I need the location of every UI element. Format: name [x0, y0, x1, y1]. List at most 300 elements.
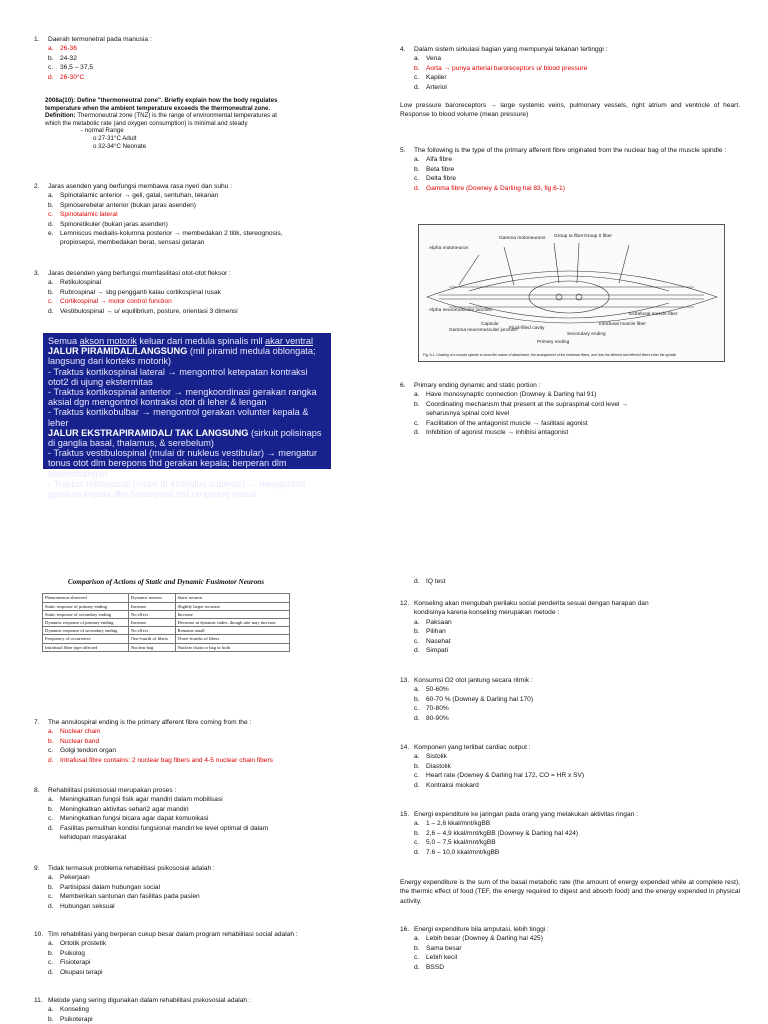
- option-text: BSSD: [426, 963, 444, 971]
- slide-text: akar ventral: [265, 336, 314, 346]
- option-text: Fasilitas pemulihan kondisi fungsional mandiri ke level optimal di dalam: [60, 824, 269, 832]
- table-row: [43, 635, 290, 643]
- question-16: [400, 925, 740, 972]
- table-cell: No effect: [128, 627, 175, 635]
- table-cell: No effect: [128, 610, 175, 618]
- question-2: [34, 182, 374, 248]
- option-letter: d.: [48, 824, 54, 832]
- definition-label: Definition:: [45, 112, 76, 120]
- table-cell: Decrease in dynamic index, though rate may increase: [175, 619, 290, 627]
- option-c: [48, 63, 374, 72]
- table-cell: Frequency of occurrence: [43, 635, 129, 643]
- table-cell: Increase: [128, 602, 175, 610]
- option-text: Nuclear band: [60, 737, 100, 745]
- option-letter: a.: [414, 156, 420, 164]
- option-text: 70-80%: [426, 705, 449, 713]
- label-fluid-cavity: Fluid-filled cavity: [509, 326, 545, 331]
- option-text: Vena: [426, 55, 442, 63]
- option-letter: a.: [48, 45, 54, 53]
- option-text: Paksaan: [426, 618, 452, 626]
- option-c: [414, 419, 740, 428]
- option-d: [48, 73, 374, 82]
- slide-text: - Traktus kortikospinal lateral → mengontrol ketepatan kontraksi otot2 di ujung ekstermitas: [48, 366, 308, 387]
- option-letter: c.: [48, 815, 54, 823]
- option-letter: d.: [414, 83, 420, 91]
- slide-heading: JALUR PIRAMIDAL/LANGSUNG: [48, 346, 188, 357]
- option-a: [48, 795, 384, 804]
- option-text: 7.6 – 10,0 kkal/mnt/kgBB: [426, 848, 500, 856]
- option-letter: c.: [414, 772, 420, 780]
- option-text: Aorta → punya arterial baroreceptors u/ blood pressure: [426, 64, 588, 72]
- option-text: Lemniscus medialis-kolumna posterior → membedakan 2 titik, stereognosis,: [60, 230, 283, 238]
- table-cell: Dynamic response of secondary ending: [43, 627, 129, 635]
- option-letter: c.: [414, 637, 420, 645]
- option-c: [414, 704, 740, 713]
- label-gamma-motoneurons: Gamma motoneurons: [499, 236, 546, 241]
- option-letter: b.: [48, 805, 54, 813]
- column-header: Phenomenon observed: [43, 594, 129, 602]
- option-letter: a.: [414, 820, 420, 828]
- option-text: Meningkatkan fungsi bicara agar dapat komunikasi: [60, 815, 209, 823]
- option-letter: c.: [48, 298, 54, 306]
- option-d: [414, 184, 740, 193]
- energy-expenditure-paragraph: Energy expenditure is the sum of the basal metabolic rate (the amount of energy expended while at complete rest), the thermic effect of food (TEF, the energy required to digest and absorb food) and the energy expended in physical activity.: [400, 879, 740, 905]
- option-c: [48, 958, 384, 967]
- option-b: [414, 400, 740, 409]
- question-text: Konseling akan mengubah perilaku social penderita sesuai dengan harapan dan: [414, 600, 649, 607]
- slide-text: - Traktus tektospinal (mulai dr kolikulus superior) → mengontrol gerakan kepala dlm berespons thd rangsang visual: [48, 478, 306, 500]
- question-13: [400, 676, 740, 723]
- question-number: 12.: [400, 600, 410, 607]
- table-row: [43, 619, 290, 627]
- option-text: 24-32: [60, 54, 77, 62]
- option-d: [414, 428, 740, 437]
- label-gamma-nmj: Gamma neuromuscular junction: [449, 328, 517, 333]
- option-text: Spinotalamic anterior → geli, gatal, sentuhan, tekanan: [60, 192, 219, 200]
- option-a: [414, 618, 740, 627]
- option-text: Partisipasi dalam hubungan social: [60, 883, 161, 891]
- option-d: [414, 83, 740, 92]
- option-b: [48, 201, 374, 210]
- option-text: Konseling: [60, 1006, 89, 1014]
- option-b: [48, 805, 384, 814]
- option-letter: a.: [48, 940, 54, 948]
- option-text: Kontraksi miokard: [426, 781, 479, 789]
- option-c: [414, 174, 740, 183]
- option-c: [414, 637, 740, 646]
- table-row: [43, 610, 290, 618]
- option-b: [48, 737, 384, 746]
- option-text: Psikoterapi: [60, 1015, 93, 1023]
- slide-text: - Traktus kortikobulbar → mengontrol gerakan volunter kepala & leher: [48, 407, 309, 428]
- option-letter: d.: [48, 968, 54, 976]
- option-b: [414, 627, 740, 636]
- option-text: 26-30°C: [60, 73, 85, 81]
- option-b: [414, 695, 740, 704]
- option-text: Arteriol: [426, 83, 447, 91]
- question-number: 9.: [34, 865, 40, 872]
- option-letter: c.: [414, 705, 420, 713]
- slide-line: [48, 428, 326, 448]
- question-5: [400, 146, 740, 193]
- option-c: [414, 73, 740, 82]
- option-text: 50-60%: [426, 686, 449, 694]
- box-definition: [45, 112, 285, 127]
- option-letter: d.: [48, 220, 54, 228]
- option-letter: c.: [414, 175, 420, 183]
- option-text: Gamma fibre (Downey & Darling hal 83, fig.6-1): [426, 184, 565, 192]
- option-text: Hubungan seksual: [60, 902, 115, 910]
- option-text: Pilihan: [426, 628, 446, 636]
- option-letter: a.: [414, 391, 420, 399]
- option-b: [48, 1015, 384, 1024]
- question-6: [400, 381, 740, 437]
- option-text: 2,6 – 4,9 kkal/mnt/kgBB (Downey & Darling hal 424): [426, 829, 579, 837]
- question-number: 13.: [400, 677, 410, 684]
- option-d: [48, 307, 374, 316]
- option-text: Intrafusal fibre contains: 2 nuclear bag fibers and 4-5 nuclear chain fibers: [60, 756, 273, 764]
- slide-line: [48, 346, 326, 366]
- option-a: [414, 819, 740, 828]
- option-text: Pekerjaan: [60, 874, 90, 882]
- option-letter: c.: [48, 747, 54, 755]
- option-d-iq-test: [400, 577, 740, 586]
- option-a: [414, 934, 740, 943]
- question-12: [400, 599, 740, 655]
- question-text: Tim rehabilitasi yang berperan cukup besar dalam program rehabilitasi social adalah :: [48, 931, 298, 938]
- option-letter: d.: [48, 902, 54, 910]
- option-text: Cortikospinal → motor control function: [60, 298, 172, 306]
- option-text: Lebih kecil: [426, 954, 458, 962]
- question-8: [34, 786, 384, 842]
- question-text: The following is the type of the primary afferent fibre originated from the nuclear bag of the muscle spindle :: [414, 147, 727, 154]
- slide-text: akson motorik: [79, 336, 137, 346]
- option-a: [414, 155, 740, 164]
- question-9: [34, 864, 384, 911]
- question-text-continuation: kondisinya karena konseling merupakan metode :: [414, 609, 560, 617]
- option-text: Meningkatkan aktivitas sehari2 agar mandiri: [60, 805, 189, 813]
- option-text: 80-90%: [426, 714, 449, 722]
- option-text: Heart rate (Downey & Darling hal 172, CO = HR x SV): [426, 772, 585, 780]
- question-number: 7.: [34, 719, 40, 726]
- option-text: Sama besar: [426, 944, 462, 952]
- slide-text: (mll piramid medula oblongata; langsung dari korteks motorik): [48, 346, 316, 367]
- option-letter: b.: [414, 165, 420, 173]
- slide-text: keluar dari medula spinalis mll: [136, 336, 266, 346]
- option-letter: a.: [48, 728, 54, 736]
- option-letter: a.: [414, 753, 420, 761]
- option-b: [48, 949, 384, 958]
- fusimotor-comparison-table: [42, 578, 290, 708]
- label-alpha-nmj: Alpha neuromuscular junction: [429, 308, 493, 313]
- option-letter: a.: [48, 279, 54, 287]
- table-cell: Three-fourths of fibers: [175, 635, 290, 643]
- slide-text: - Traktus kortikospinal anterior → mengkoordinasi gerakan rangka aksial dgn mengontrol kontraksi otot di leher & lengan: [48, 387, 317, 408]
- option-b: [48, 883, 384, 892]
- option-letter: d.: [48, 73, 54, 81]
- label-extrafusal: Extrafusal muscle fiber: [629, 312, 678, 317]
- thermoneutral-definition-box: [45, 97, 285, 177]
- option-letter: b.: [414, 64, 420, 72]
- label-intrafusal: Intrafusal muscle fiber: [599, 322, 646, 327]
- option-a: [48, 44, 374, 53]
- option-c: [48, 210, 374, 219]
- option-text: 36,5 – 37,5: [60, 64, 93, 72]
- question-number: 15.: [400, 811, 410, 818]
- figure-caption: Fig. 6-1. Drawing of a muscle spindle to show the nature of attachment, the arrangement of the intrafusal fibers, and how the afferent and efferent fibers enter the spindle.: [423, 353, 678, 357]
- question-number: 14.: [400, 744, 410, 751]
- option-text: 1 – 2,6 kkal/mnt/kgBB: [426, 820, 491, 828]
- question-text: Dalam sistem sirkulasi bagian yang mempunyai tekanan tertinggi :: [414, 46, 608, 53]
- slide-text: - Traktus vestibulospinal (mulai dr nukleus vestibular) → mengatur tonus otot dlm berepons thd gerakan kepala; berperan dlm keseimbangan: [48, 448, 318, 479]
- question-15: [400, 810, 740, 857]
- table-row: [43, 602, 290, 610]
- option-letter: c.: [414, 954, 420, 962]
- option-text: Facilitation of the antagonist muscle → fasilitasi agonist: [426, 419, 588, 427]
- option-text: Fisioterapi: [60, 959, 91, 967]
- option-e: [48, 229, 374, 238]
- option-text: Nuclear chain: [60, 728, 101, 736]
- normal-range: - normal Range: [81, 127, 124, 135]
- option-text: Vestibulospinal → u/ equilibrium, posture, orientasi 3 dimensi: [60, 307, 238, 315]
- box-title: 2008a(10): Define "thermoneutral zone". Briefly explain how the body regulates temperature when the ambient temperature exceeds the thermoneutral zone.: [45, 97, 278, 112]
- option-text: Alfa fibre: [426, 156, 453, 164]
- option-letter: b.: [414, 628, 420, 636]
- option-text: Kapiler: [426, 74, 447, 82]
- option-letter: a.: [48, 796, 54, 804]
- option-letter: b.: [48, 737, 54, 745]
- baroreceptor-note: Low pressure baroreceptors → large systemic veins, pulmonary vessels, right atrium and ventricle of heart. Response to blood volume (mean pressure): [400, 102, 740, 119]
- option-text: 26-36: [60, 45, 77, 53]
- label-group-ia: Group Ia fiber: [554, 234, 584, 239]
- option-letter: b.: [414, 944, 420, 952]
- comparison-table: [42, 593, 290, 651]
- option-letter: a.: [414, 686, 420, 694]
- option-letter: a.: [48, 874, 54, 882]
- label-secondary-ending: Secondary ending: [567, 332, 606, 337]
- option-text: Inhibition of agonist muscle → inhibisi antagonist: [426, 429, 569, 437]
- option-letter: a.: [414, 935, 420, 943]
- muscle-spindle-figure: [418, 224, 725, 362]
- neonate-range: o 32-34°C Neonate: [93, 142, 147, 150]
- option-letter: b.: [48, 288, 54, 296]
- question-text: Jaras asenden yang berfungsi membawa rasa nyeri dan suhu :: [48, 183, 233, 190]
- option-c: [48, 892, 384, 901]
- table-cell: Intrafusal fiber type affected: [43, 643, 129, 651]
- option-continuation: propiosepsi, membedakan berat, sensasi getaran: [60, 239, 205, 247]
- option-text: Diastolik: [426, 762, 451, 770]
- option-text: Spinoserebelar anterior (bukan jaras asenden): [60, 201, 196, 209]
- table-cell: Static response of primary ending: [43, 602, 129, 610]
- table-row: [43, 627, 290, 635]
- label-alpha-motoneuron: Alpha motoneuron: [429, 246, 469, 251]
- option-letter: c.: [414, 839, 420, 847]
- option-c: [48, 297, 374, 306]
- option-letter: c.: [414, 74, 420, 82]
- slide-line: [48, 336, 326, 346]
- question-number: 6.: [400, 382, 406, 389]
- motor-pathways-slide: [43, 333, 331, 500]
- option-text: Coordinating mechanism that present at the supraspinal cord level →: [426, 400, 628, 408]
- option-b: [414, 165, 740, 174]
- question-text: Energi expenditure bila amputasi, lebih tinggi :: [414, 926, 549, 933]
- question-text: Tidak termasuk problema rehabilitasi psikososial adalah :: [48, 865, 215, 872]
- option-letter: d.: [48, 307, 54, 315]
- option-letter: a.: [414, 55, 420, 63]
- slide-text: Semua: [48, 336, 80, 346]
- option-text: Ortotik prostetik: [60, 940, 107, 948]
- slide-heading: JALUR EKSTRAPIRAMIDAL/ TAK LANGSUNG: [48, 427, 249, 438]
- option-text: Okupasi terapi: [60, 968, 103, 976]
- option-letter: d.: [414, 184, 420, 192]
- option-a: [414, 752, 740, 761]
- option-letter: b.: [414, 762, 420, 770]
- option-d: [48, 902, 384, 911]
- option-text: Spinotalamic lateral: [60, 211, 118, 219]
- table-header-row: [43, 594, 290, 602]
- question-text: Jaras desenden yang berfungsi memfasilitasi otot-otot fleksor :: [48, 270, 231, 277]
- option-d: [414, 848, 740, 857]
- option-d: [414, 781, 740, 790]
- option-d: [48, 756, 384, 765]
- option-d: [414, 714, 740, 723]
- option-a: [48, 1005, 384, 1014]
- option-text: Spinoretikuler (bukan jaras asenden): [60, 220, 168, 228]
- question-14: [400, 743, 740, 790]
- option-letter: c.: [414, 419, 420, 427]
- question-text: Komponen yang terlibat cardiac output :: [414, 744, 531, 751]
- label-capsule: Capsule: [481, 322, 499, 327]
- option-d: [414, 646, 740, 655]
- table-cell: One-fourth of fibers: [128, 635, 175, 643]
- adult-range: o 27-31°C Adult: [93, 134, 137, 142]
- column-header: Dynamic neuron: [128, 594, 175, 602]
- table-caption: Comparison of Actions of Static and Dynamic Fusimotor Neurons: [67, 578, 265, 586]
- question-4: [400, 45, 740, 120]
- option-letter: d.: [414, 578, 420, 585]
- option-letter: b.: [414, 695, 420, 703]
- table-cell: Increase: [128, 619, 175, 627]
- option-letter: b.: [48, 201, 54, 209]
- option-c: [48, 814, 384, 823]
- question-3: [34, 269, 374, 316]
- option-d: [48, 824, 384, 833]
- option-letter: d.: [48, 756, 54, 764]
- option-a: [48, 191, 374, 200]
- option-b: [414, 762, 740, 771]
- question-text: Rehabilitasi psikososial merupakan proses :: [48, 787, 177, 794]
- option-text: IQ test: [426, 578, 446, 585]
- option-text: Lebih besar (Downey & Darling hal 425): [426, 935, 543, 943]
- question-text: Metode yang sering digunakan dalam rehabilitasi psikososial adalah :: [48, 997, 251, 1004]
- question-number: 2.: [34, 183, 40, 190]
- option-text: Sistolik: [426, 753, 447, 761]
- option-c: [414, 771, 740, 780]
- option-a: [414, 54, 740, 63]
- label-group-ii: Group II fiber: [584, 234, 612, 239]
- question-number: 11.: [34, 997, 43, 1004]
- option-text: Meningkatkan fungsi fisik agar mandiri dalam mobilisasi: [60, 796, 223, 804]
- option-c: [414, 953, 740, 962]
- question-number: 4.: [400, 46, 406, 53]
- option-text: 60-70 % (Downey & Darling hal 170): [426, 695, 534, 703]
- option-text: Memberikan santunan dan fasilitas pada pasien: [60, 893, 200, 901]
- option-letter: b.: [48, 54, 54, 62]
- question-text: The annulospiral ending is the primary afferent fibre coming from the :: [48, 719, 252, 726]
- option-b: [48, 288, 374, 297]
- option-text: 5,0 – 7,5 kkal/mnt/kgBB: [426, 839, 496, 847]
- option-letter: d.: [414, 781, 420, 789]
- question-number: 3.: [34, 270, 40, 277]
- option-letter: e.: [48, 230, 54, 238]
- option-letter: c.: [48, 893, 54, 901]
- question-number: 8.: [34, 787, 40, 794]
- option-text: Nasehat: [426, 637, 451, 645]
- question-text: Konsumsi O2 otot jantung secara ritmik :: [414, 677, 533, 684]
- column-header: Static neuron: [175, 594, 290, 602]
- option-letter: b.: [48, 1015, 54, 1023]
- option-a: [414, 390, 740, 399]
- option-continuation: kehidupan masyarakat: [60, 834, 127, 842]
- option-text: Psikolog: [60, 949, 85, 957]
- option-d: [48, 220, 374, 229]
- slide-text: (sirkuit polisinaps di ganglia basal, thalamus, & serebelum): [48, 427, 322, 449]
- option-text: Delta fibre: [426, 175, 457, 183]
- option-letter: d.: [414, 714, 420, 722]
- option-letter: a.: [414, 618, 420, 626]
- question-11: [34, 996, 384, 1024]
- question-number: 1.: [34, 36, 40, 43]
- question-7: [34, 718, 384, 765]
- option-letter: c.: [48, 211, 54, 219]
- option-a: [48, 278, 374, 287]
- option-c: [414, 838, 740, 847]
- label-primary-ending: Primary ending: [537, 340, 570, 345]
- muscle-spindle-drawing: [419, 225, 724, 361]
- option-letter: d.: [414, 963, 420, 971]
- question-text: Energi expenditure ke jaringan pada orang yang melakukan aktivitas ringan :: [414, 811, 638, 818]
- option-letter: d.: [414, 848, 420, 856]
- option-text: Retikulospinal: [60, 279, 102, 287]
- option-text: Golgi tendon organ: [60, 747, 117, 755]
- table-cell: Increase: [175, 610, 290, 618]
- option-letter: a.: [48, 192, 54, 200]
- option-b: [414, 944, 740, 953]
- option-d: [414, 963, 740, 972]
- option-letter: b.: [48, 883, 54, 891]
- option-letter: c.: [48, 959, 54, 967]
- table-cell: Nuclear bag: [128, 643, 175, 651]
- question-1: [34, 35, 374, 82]
- table-row: [43, 643, 290, 651]
- table-cell: Nuclear chain or bag or both: [175, 643, 290, 651]
- table-cell: Remains small: [175, 627, 290, 635]
- question-10: [34, 930, 384, 977]
- option-a: [48, 939, 384, 948]
- option-a: [48, 873, 384, 882]
- option-letter: d.: [414, 429, 420, 437]
- option-letter: a.: [48, 1006, 54, 1014]
- question-text: Primary ending dynamic and static portion :: [414, 382, 541, 389]
- option-letter: b.: [414, 400, 420, 408]
- table-cell: Static response of secondary ending: [43, 610, 129, 618]
- option-d: [48, 968, 384, 977]
- option-letter: c.: [48, 64, 54, 72]
- option-text: Rubrospinal → sbg pengganti kalau cortikospinal rusak: [60, 288, 221, 296]
- definition-text: Thermoneutral zone (TNZ) is the range of environmental temperatures at which the metabolic rate (and oxygen consumption) is minimal and steady: [45, 112, 278, 127]
- question-text: Daerah termonetral pada manusia :: [48, 36, 152, 43]
- option-a: [48, 727, 384, 736]
